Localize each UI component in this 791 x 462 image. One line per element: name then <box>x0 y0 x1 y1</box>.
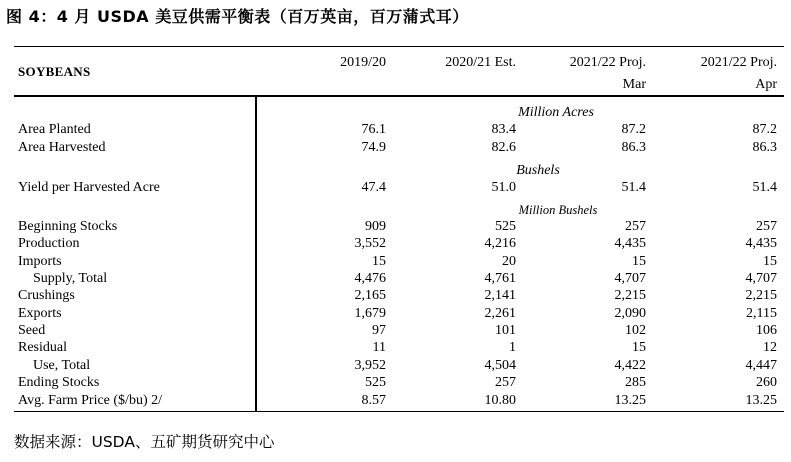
row-label: Beginning Stocks <box>18 219 118 234</box>
table-cell: 10.80 <box>484 393 516 408</box>
row-label: Supply, Total <box>33 271 108 286</box>
table-cell: 76.1 <box>361 122 386 137</box>
table-cell: 12 <box>763 340 777 355</box>
table-cell: 8.57 <box>361 393 386 408</box>
table-cell: 525 <box>365 375 386 390</box>
table-cell: 2,261 <box>484 306 516 321</box>
table-cell: 87.2 <box>621 122 646 137</box>
table-cell: 47.4 <box>361 180 386 195</box>
table-cell: 4,435 <box>745 236 777 251</box>
table-cell: 4,435 <box>614 236 646 251</box>
table-cell: 83.4 <box>491 122 516 137</box>
table-cell: 257 <box>756 219 777 234</box>
table-cell: 4,761 <box>484 271 516 286</box>
table-cell: 909 <box>365 219 386 234</box>
table-cell: 2,215 <box>614 288 646 303</box>
table-cell: 1 <box>509 340 516 355</box>
table-cell: 4,707 <box>614 271 646 286</box>
table-top-rule <box>14 46 784 47</box>
table-header-rule <box>14 95 784 97</box>
unit-million-bushels: Million Bushels <box>518 203 598 217</box>
table-cell: 15 <box>632 340 646 355</box>
table-cell: 260 <box>756 375 777 390</box>
column-header-2: 2020/21 Est. <box>445 55 516 70</box>
table-cell: 257 <box>625 219 646 234</box>
column-header-4: 2021/22 Proj. <box>700 55 777 70</box>
table-cell: 2,165 <box>354 288 386 303</box>
table-cell: 97 <box>372 323 386 338</box>
table-cell: 11 <box>372 340 386 355</box>
table-cell: 4,476 <box>354 271 386 286</box>
row-label: Avg. Farm Price ($/bu) 2/ <box>18 393 162 408</box>
table-bottom-rule <box>14 411 784 412</box>
table-cell: 13.25 <box>745 393 777 408</box>
table-cell: 525 <box>495 219 516 234</box>
row-label: Use, Total <box>33 358 91 373</box>
table-cell: 13.25 <box>614 393 646 408</box>
table-cell: 1,679 <box>354 306 386 321</box>
table-cell: 15 <box>632 254 646 269</box>
unit-bushels: Bushels <box>516 163 560 178</box>
row-label: Seed <box>18 323 46 338</box>
table-cell: 4,504 <box>484 358 516 373</box>
row-label: Crushings <box>18 288 75 303</box>
row-label: Exports <box>18 306 62 321</box>
row-label: Yield per Harvested Acre <box>18 180 160 195</box>
row-label: Residual <box>18 340 67 355</box>
table-cell: 4,422 <box>614 358 646 373</box>
row-label: Area Harvested <box>18 140 106 155</box>
table-cell: 4,447 <box>745 358 777 373</box>
source-note: 数据来源：USDA、五矿期货研究中心 <box>14 433 275 451</box>
unit-million-acres: Million Acres <box>518 105 594 120</box>
figure-title: 图 4：4 月 USDA 美豆供需平衡表（百万英亩，百万蒲式耳） <box>6 7 469 26</box>
table-cell: 101 <box>495 323 516 338</box>
table-cell: 3,552 <box>354 236 386 251</box>
table-cell: 15 <box>763 254 777 269</box>
table-cell: 74.9 <box>361 140 386 155</box>
row-label: Area Planted <box>18 122 91 137</box>
row-label: Imports <box>18 254 62 269</box>
table-cell: 102 <box>625 323 646 338</box>
table-cell: 2,090 <box>614 306 646 321</box>
column-header-4-sub: Apr <box>755 77 777 92</box>
column-header-3: 2021/22 Proj. <box>569 55 646 70</box>
table-cell: 4,707 <box>745 271 777 286</box>
table-cell: 86.3 <box>752 140 777 155</box>
row-label: Ending Stocks <box>18 375 100 390</box>
table-cell: 51.4 <box>621 180 646 195</box>
column-header-1: 2019/20 <box>340 55 386 70</box>
table-cell: 257 <box>495 375 516 390</box>
table-cell: 20 <box>502 254 516 269</box>
table-cell: 2,115 <box>746 306 777 321</box>
table-cell: 2,215 <box>745 288 777 303</box>
table-cell: 285 <box>625 375 646 390</box>
table-cell: 86.3 <box>621 140 646 155</box>
column-header-3-sub: Mar <box>622 77 646 92</box>
commodity-header: SOYBEANS <box>18 64 91 79</box>
table-cell: 51.0 <box>491 180 516 195</box>
table-cell: 51.4 <box>752 180 777 195</box>
table-cell: 87.2 <box>752 122 777 137</box>
table-cell: 82.6 <box>491 140 516 155</box>
table-cell: 106 <box>756 323 777 338</box>
table-cell: 15 <box>372 254 386 269</box>
row-label: Production <box>18 236 80 251</box>
table-column-divider <box>255 96 257 412</box>
table-cell: 2,141 <box>484 288 516 303</box>
table-cell: 3,952 <box>354 358 386 373</box>
table-cell: 4,216 <box>484 236 516 251</box>
